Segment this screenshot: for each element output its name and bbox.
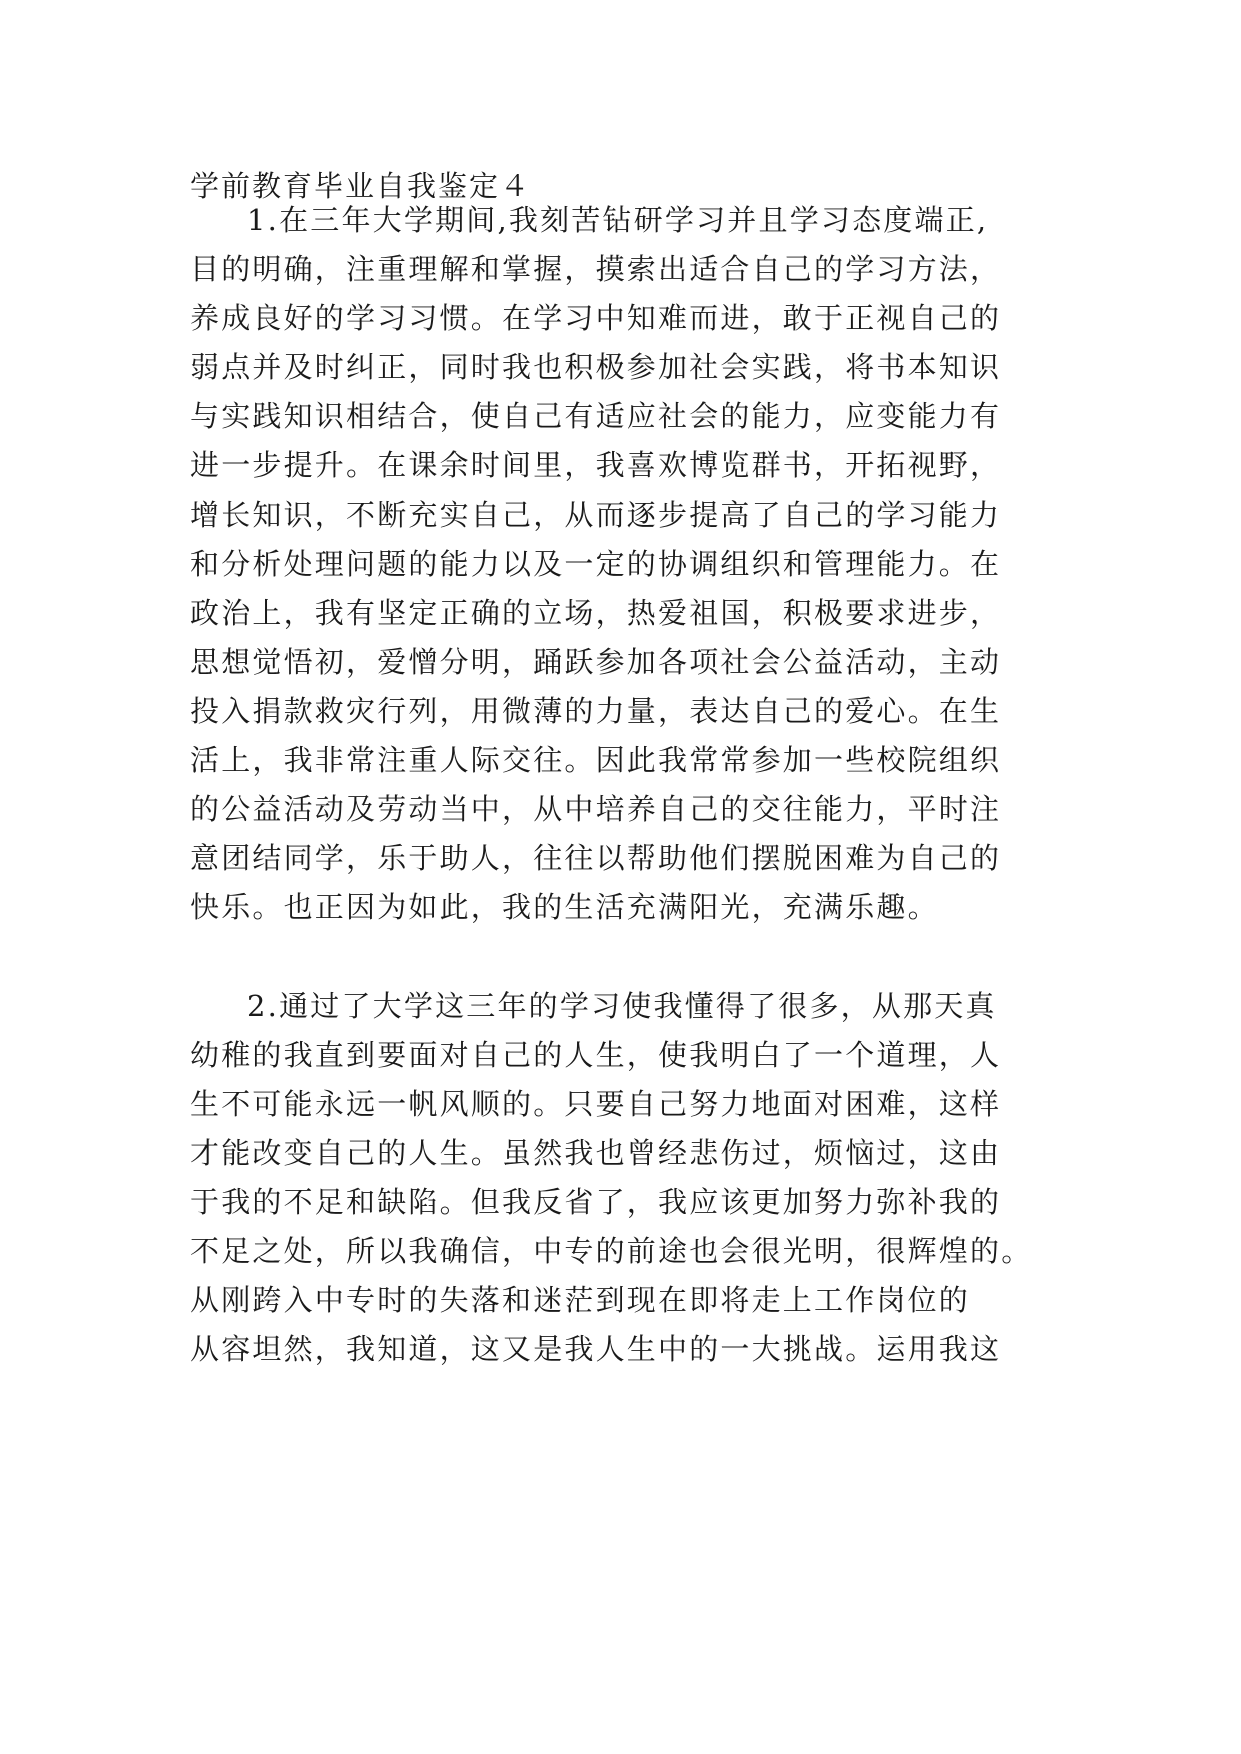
paragraph-1-line: 快乐。也正因为如此，我的生活充满阳光，充满乐趣。	[190, 890, 939, 924]
paragraph-1-line: 投入捐款救灾行列，用微薄的力量，表达自己的爱心。在生	[190, 694, 1002, 728]
paragraph-1-line: 1.在三年大学期间,我刻苦钻研学习并且学习态度端正,	[247, 203, 989, 237]
paragraph-1-line	[190, 937, 1060, 977]
paragraph-2-line: 不足之处，所以我确信，中专的前途也会很光明，很辉煌的。	[190, 1234, 1033, 1268]
paragraph-1-line: 活上，我非常注重人际交往。因此我常常参加一些校院组织	[190, 743, 1002, 777]
paragraph-1-line: 意团结同学，乐于助人，往往以帮助他们摆脱困难为自己的	[190, 841, 1002, 875]
paragraph-2-line: 才能改变自己的人生。虽然我也曾经悲伤过，烦恼过，这由	[190, 1136, 1002, 1170]
paragraph-2-line: 幼稚的我直到要面对自己的人生，使我明白了一个道理，人	[190, 1038, 1002, 1072]
paragraph-1-line: 和分析处理问题的能力以及一定的协调组织和管理能力。在	[190, 547, 1002, 581]
paragraph-1-line: 思想觉悟初，爱憎分明，踊跃参加各项社会公益活动，主动	[190, 645, 1002, 679]
paragraph-1-line: 弱点并及时纠正，同时我也积极参加社会实践，将书本知识	[190, 350, 1002, 384]
paragraph-1-line: 养成良好的学习习惯。在学习中知难而进，敢于正视自己的	[190, 301, 1002, 335]
paragraph-2-line: 从刚跨入中专时的失落和迷茫到现在即将走上工作岗位的	[190, 1283, 971, 1317]
paragraph-1-line: 进一步提升。在课余时间里，我喜欢博览群书，开拓视野，	[190, 448, 1002, 482]
paragraph-2-line: 生不可能永远一帆风顺的。只要自己努力地面对困难，这样	[190, 1087, 1002, 1121]
paragraph-2-line: 从容坦然，我知道，这又是我人生中的一大挑战。运用我这	[190, 1332, 1002, 1366]
paragraph-1-line: 目的明确，注重理解和掌握，摸索出适合自己的学习方法，	[190, 252, 1002, 286]
paragraph-2-line: 2.通过了大学这三年的学习使我懂得了很多，从那天真	[247, 989, 997, 1023]
paragraph-1-line: 政治上，我有坚定正确的立场，热爱祖国，积极要求进步，	[190, 596, 1002, 630]
paragraph-2-line: 于我的不足和缺陷。但我反省了，我应该更加努力弥补我的	[190, 1185, 1002, 1219]
paragraph-1-line: 与实践知识相结合，使自己有适应社会的能力，应变能力有	[190, 399, 1002, 433]
paragraph-1-line: 的公益活动及劳动当中，从中培养自己的交往能力，平时注	[190, 792, 1002, 826]
paragraph-1-line: 增长知识，不断充实自己，从而逐步提高了自己的学习能力	[190, 498, 1002, 532]
document-title: 学前教育毕业自我鉴定４	[190, 169, 532, 203]
